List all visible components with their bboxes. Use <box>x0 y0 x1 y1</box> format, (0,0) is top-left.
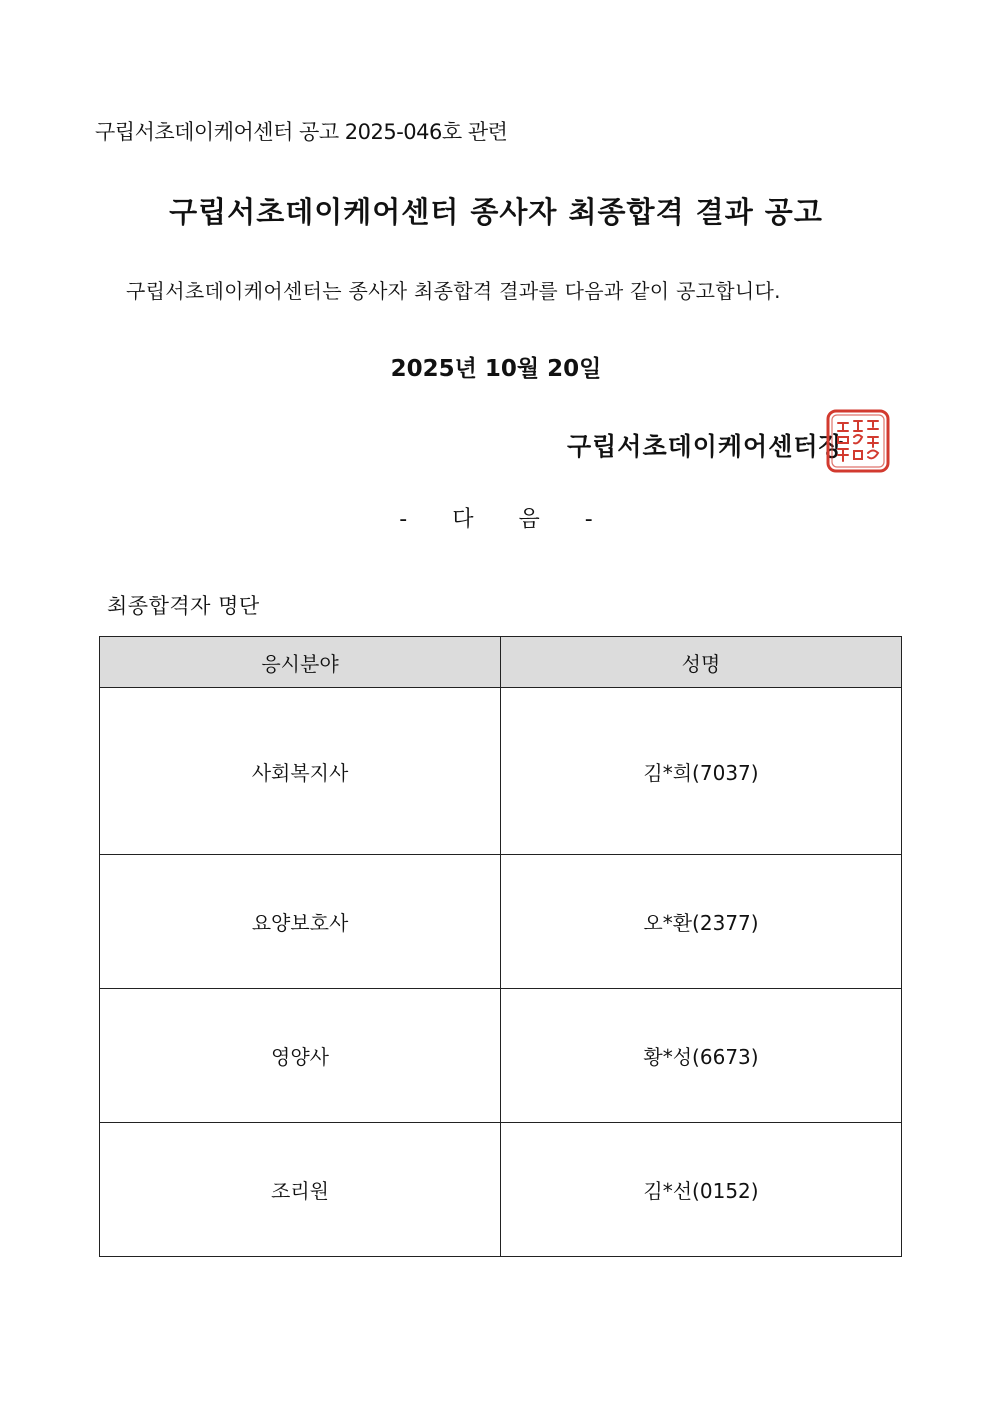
heading-dash-left: - <box>399 507 408 532</box>
table-row <box>100 855 902 989</box>
heading-word-1: 다 <box>452 507 474 532</box>
results-table <box>99 636 902 1257</box>
cell-name: 김*희(7037) <box>501 688 902 855</box>
heading-dash-right: - <box>584 507 593 532</box>
cell-field: 조리원 <box>100 1123 501 1257</box>
column-header-field: 응시분야 <box>100 637 501 688</box>
cell-field: 영양사 <box>100 989 501 1123</box>
heading-word-2: 음 <box>518 507 540 532</box>
cell-name: 황*성(6673) <box>501 989 902 1123</box>
issuer-name: 구립서초데이케어센터장 <box>567 432 844 461</box>
list-heading: 최종합격자 명단 <box>107 594 260 618</box>
reference-line: 구립서초데이케어센터 공고 2025-046호 관련 <box>95 120 508 144</box>
official-seal-icon <box>826 409 890 473</box>
table-row <box>100 688 902 855</box>
document-title: 구립서초데이케어센터 종사자 최종합격 결과 공고 <box>169 195 823 229</box>
cell-name: 김*선(0152) <box>501 1123 902 1257</box>
cell-name: 오*환(2377) <box>501 855 902 989</box>
column-header-name: 성명 <box>501 637 902 688</box>
next-section-heading <box>0 502 992 533</box>
cell-field: 사회복지사 <box>100 688 501 855</box>
intro-text: 구립서초데이케어센터는 종사자 최종합격 결과를 다음과 같이 공고합니다. <box>126 279 781 303</box>
table-row <box>100 989 902 1123</box>
table-row <box>100 1123 902 1257</box>
announcement-date: 2025년 10월 20일 <box>390 356 602 382</box>
cell-field: 요양보호사 <box>100 855 501 989</box>
table-header-row <box>100 637 902 688</box>
